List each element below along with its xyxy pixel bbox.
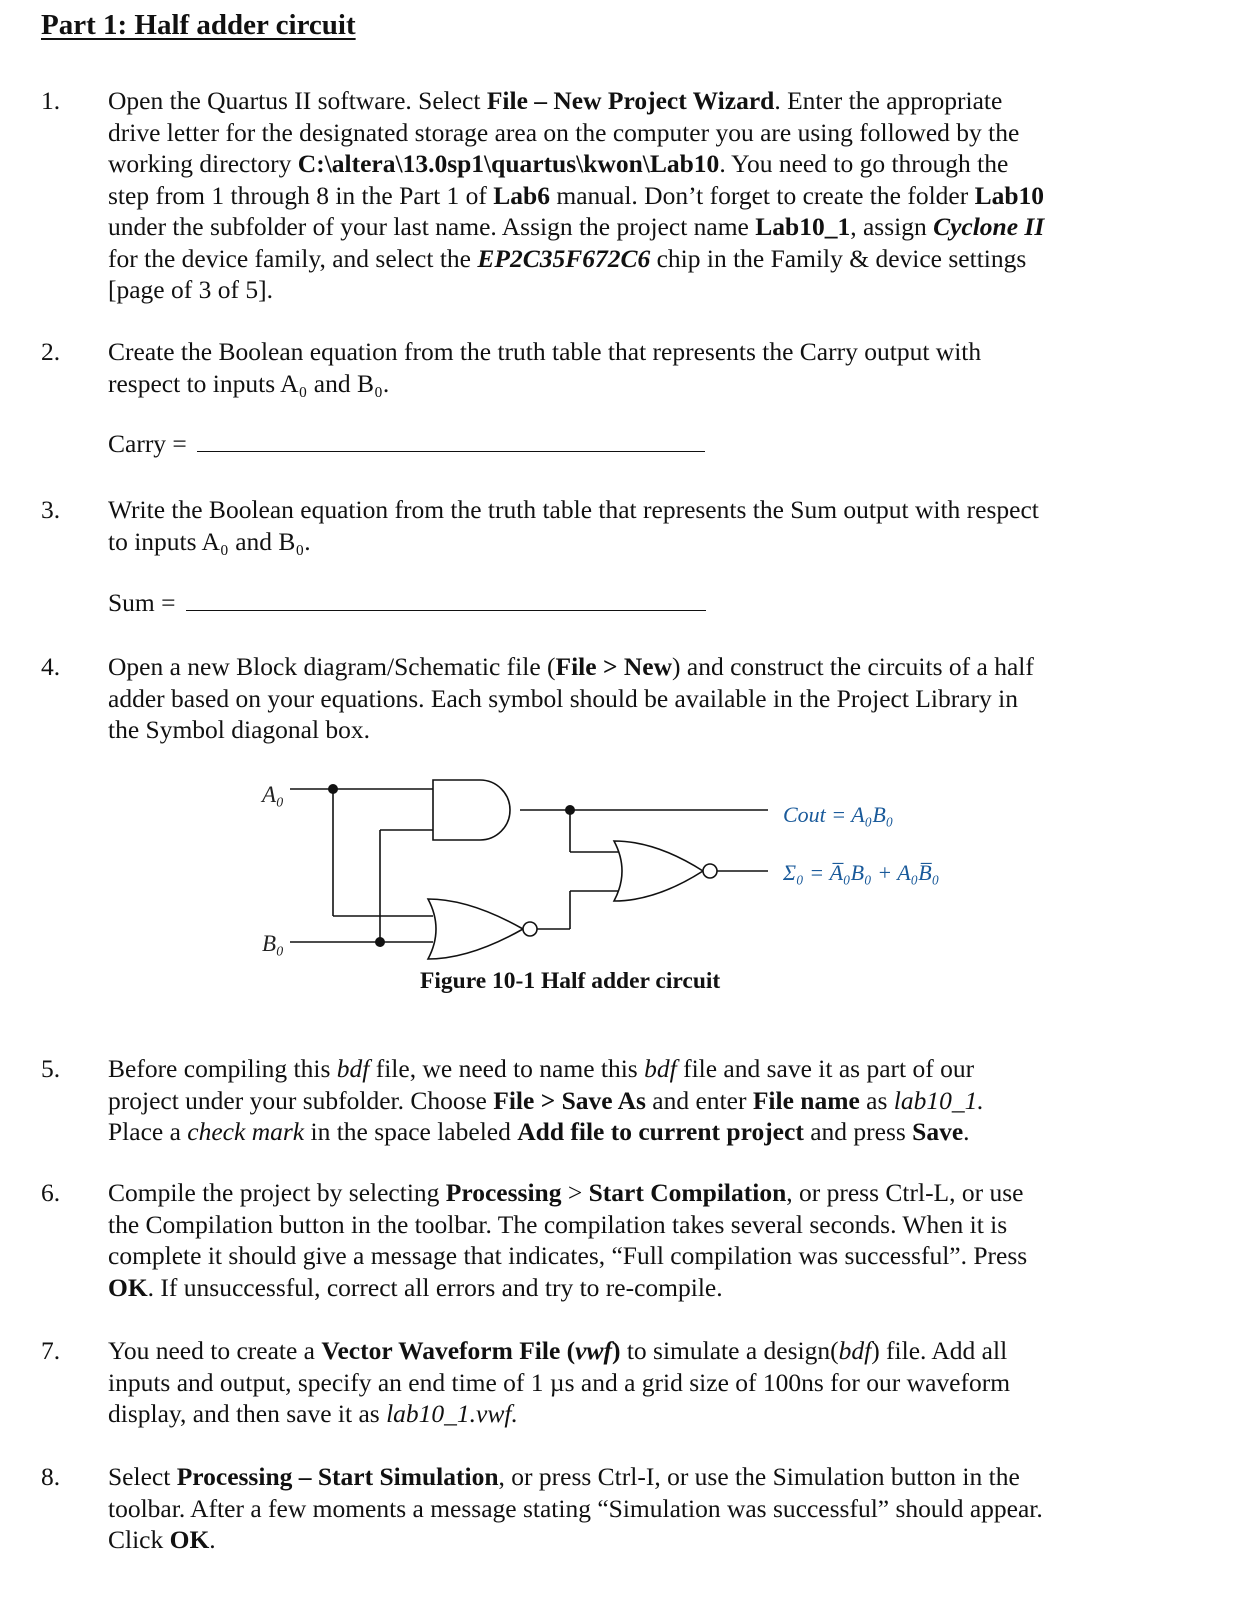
step-line: for the device family, and select the EP2C35F672C6 chip in the Family & device settings — [108, 243, 1027, 273]
step-line: display, and then save it as lab10_1.vwf. — [108, 1399, 518, 1428]
step-line: Open a new Block diagram/Schematic file (File > New) and construct the circuits of a half — [108, 652, 1034, 681]
step-number: 5. — [41, 1054, 61, 1083]
step-text — [108, 1335, 1208, 1430]
step-line: Click OK. — [108, 1525, 216, 1554]
step-number: 6. — [41, 1178, 61, 1207]
step-line: the Compilation button in the toolbar. The compilation takes several seconds. When it is — [108, 1209, 1008, 1239]
step-line: Before compiling this bdf file, we need to name this bdf file and save it as part of our — [108, 1054, 975, 1083]
step-line: under the subfolder of your last name. Assign the project name Lab10_1, assign Cyclone II — [108, 212, 1045, 241]
carry-label: Carry = — [108, 429, 187, 458]
step-line: Select Processing – Start Simulation, or press Ctrl-I, or use the Simulation button in the — [108, 1462, 1020, 1491]
nor-bubble-right — [703, 864, 717, 878]
step-number: 4. — [41, 652, 61, 681]
step-text — [108, 1461, 1208, 1556]
page-title: Part 1: Half adder circuit — [41, 9, 356, 41]
step-line: Write the Boolean equation from the truth table that represents the Sum output with respect — [108, 495, 1039, 524]
junction-and-out — [565, 805, 575, 815]
step-number: 7. — [41, 1336, 61, 1365]
junction-b0 — [375, 937, 385, 947]
step-number: 8. — [41, 1462, 61, 1491]
step-line: working directory C:\altera\13.0sp1\quartus\kwon\Lab10. You need to go through the — [108, 149, 1009, 178]
step-line: respect to inputs A₀ and B₀. — [108, 368, 390, 398]
step-line: You need to create a Vector Waveform File (vwf) to simulate a design(bdf) file. Add all — [108, 1336, 1008, 1365]
step-line: project under your subfolder. Choose File > Save As and enter File name as lab10_1. — [108, 1085, 984, 1115]
step-text — [108, 1177, 1208, 1303]
step-number: 2. — [41, 337, 61, 366]
step-line: to inputs A₀ and B₀. — [108, 526, 311, 556]
figure-caption: Figure 10-1 Half adder circuit — [420, 968, 721, 994]
nor-gate-right — [614, 841, 703, 901]
step-line: the Symbol diagonal box. — [108, 715, 371, 744]
step-line: adder based on your equations. Each symbol should be available in the Project Library in — [108, 683, 1018, 713]
input-a0-label: A₀ — [262, 782, 285, 807]
nor-bubble-bottom — [523, 922, 537, 936]
input-b0-label: B₀ — [262, 931, 285, 956]
step-line: OK. If unsuccessful, correct all errors and try to re-compile. — [108, 1272, 723, 1302]
step-line: Create the Boolean equation from the truth table that represents the Carry output with — [108, 337, 982, 366]
step-line: toolbar. After a few moments a message stating “Simulation was successful” should appear. — [108, 1493, 1043, 1523]
sum-equation: Σ₀ = A̅₀B₀ + A₀B̅₀ — [783, 860, 940, 885]
and-gate — [433, 780, 510, 840]
step-line: [page of 3 of 5]. — [108, 275, 273, 304]
cout-equation: Cout = A₀B₀ — [783, 802, 894, 827]
step-line: drive letter for the designated storage area on the computer you are using followed by the — [108, 117, 1020, 147]
step-number: 1. — [41, 86, 61, 115]
step-number: 3. — [41, 495, 61, 524]
step-line: Compile the project by selecting Processing > Start Compilation, or press Ctrl-L, or use — [108, 1178, 1024, 1207]
step-line: step from 1 through 8 in the Part 1 of Lab6 manual. Don’t forget to create the folder Lab10 — [108, 180, 1045, 210]
step-line: complete it should give a message that indicates, “Full compilation was successful”. Press — [108, 1241, 1028, 1270]
step-line: Place a check mark in the space labeled Add file to current project and press Save. — [108, 1117, 970, 1146]
step-line: inputs and output, specify an end time of 1 µs and a grid size of 100ns for our waveform — [108, 1367, 1011, 1397]
nor-gate-bottom — [428, 899, 523, 959]
step-line: Open the Quartus II software. Select File – New Project Wizard. Enter the appropriate — [108, 86, 1003, 115]
step-text — [108, 1053, 1208, 1148]
sum-label: Sum = — [108, 588, 176, 617]
junction-a0 — [328, 784, 338, 794]
